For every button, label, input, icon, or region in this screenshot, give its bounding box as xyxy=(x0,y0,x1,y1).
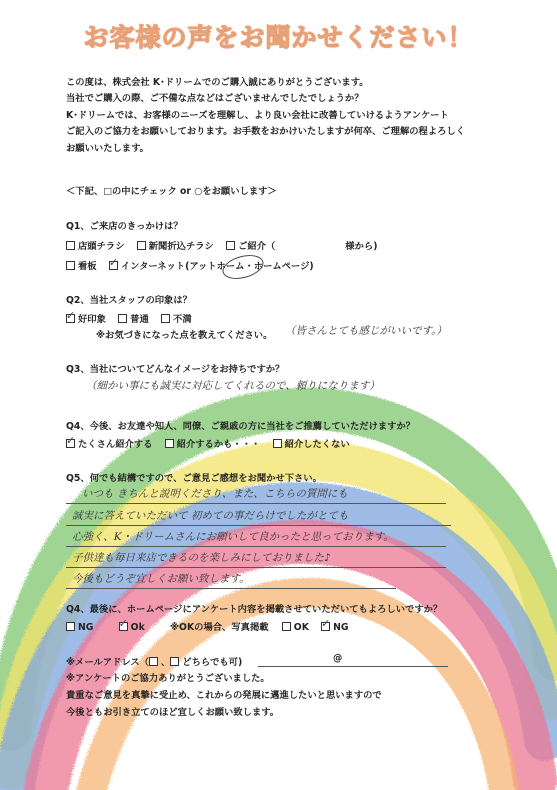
q1-option-referral[interactable]: ご紹介（ 様から) xyxy=(226,241,377,252)
intro-line: 当社でご購入の際、ご不備な点などはございませんでしたでしょうか？ xyxy=(66,93,364,105)
q4-question: Q4、今後、お友達や知人、同僚、ご親戚の方に当社をご推薦していただけますか？ xyxy=(66,421,416,432)
q2-option-normal[interactable]: 普通 xyxy=(118,314,149,325)
q1-question: Q1、ご来店のきっかけは？ xyxy=(66,221,183,232)
q5-answer-line: 子供達も毎日来店できるのを楽しみにしておりました♪ xyxy=(72,552,331,564)
q5-answer-line: いつも きちんと説明くださり、また、こちらの質問にも xyxy=(82,488,348,500)
q6-option-ng[interactable]: NG xyxy=(66,622,93,633)
closing-line: 今後ともお引き立てのほど宜しくお願い致します。 xyxy=(66,707,280,718)
checkbox-checked[interactable] xyxy=(321,622,330,631)
checkbox[interactable] xyxy=(66,261,75,270)
checkbox[interactable] xyxy=(66,241,75,250)
checkbox[interactable] xyxy=(282,622,291,631)
q2-option-good[interactable]: ✓好印象 xyxy=(66,314,106,325)
q4-option-many[interactable]: ✓たくさん紹介する xyxy=(66,439,152,450)
q4-option-no[interactable]: 紹介したくない xyxy=(273,439,350,450)
answer-underline xyxy=(66,588,396,589)
answer-underline xyxy=(66,503,446,504)
q4-options xyxy=(66,436,350,450)
q2-options xyxy=(66,311,192,325)
q1-option-flyer[interactable]: 店頭チラシ xyxy=(66,241,125,252)
checkbox-checked[interactable] xyxy=(119,622,128,631)
q2-option-bad[interactable]: 不満 xyxy=(161,314,192,325)
checkbox-checked[interactable] xyxy=(66,439,75,448)
q1-option-newspaper[interactable]: 新聞折込チラシ xyxy=(137,241,214,252)
checkbox[interactable] xyxy=(137,241,146,250)
answer-underline xyxy=(66,567,446,568)
checkbox[interactable] xyxy=(165,439,174,448)
intro-line: お願いいたします。 xyxy=(66,142,149,154)
checkbox[interactable] xyxy=(149,657,158,666)
answer-underline xyxy=(66,525,451,526)
q6-option-ok[interactable]: ✓ Ok xyxy=(119,622,145,633)
email-input-line[interactable] xyxy=(258,666,448,667)
checkbox-checked[interactable] xyxy=(109,261,118,270)
q2-question: Q2、当社スタッフの印象は？ xyxy=(66,295,192,306)
q2-answer: （皆さんとても感じがいいです。） xyxy=(285,325,447,337)
q3-question: Q3、当社についてどんなイメージをお持ちですか？ xyxy=(66,364,285,375)
checkbox[interactable] xyxy=(170,657,179,666)
checkbox[interactable] xyxy=(273,439,282,448)
q2-prompt: ※お気づきになった点を教えてください。 xyxy=(96,330,273,341)
intro-line: この度は、株式会社 K･ドリームでのご購入誠にありがとうございます。 xyxy=(66,77,369,88)
email-at-sign: @ xyxy=(333,653,343,664)
q6-photo-ng[interactable]: ✓ NG xyxy=(321,622,348,633)
checkbox[interactable] xyxy=(118,314,127,323)
q6-question: Q4、最後に、ホームページにアンケート内容を掲載させていただいてもよろしいですか？ xyxy=(66,604,443,615)
intro-text xyxy=(66,75,536,157)
q6-ok-case: ※OKの場合、写真掲載 xyxy=(170,622,269,633)
q4-option-maybe[interactable]: 紹介するかも・・・ xyxy=(165,439,261,450)
checkbox-checked[interactable] xyxy=(66,314,75,323)
q5-answer-line: 今後もどうぞ宜しくお願い致します。 xyxy=(72,573,250,585)
q5-answer-line: 誠実に答えていただいて 初めての事だらけでしたがとても xyxy=(72,510,349,522)
q3-answer: （細かい事にも誠実に対応してくれるので、頼りになります） xyxy=(86,380,380,392)
q1-options-row2 xyxy=(66,258,314,272)
q6-photo-ok[interactable]: OK xyxy=(282,622,309,633)
intro-line: K･ドリームでは、お客様のニーズを理解し、より良い会社に改善していけるようアンケート xyxy=(66,109,449,121)
q6-options xyxy=(66,619,349,633)
q5-question: Q5、何でも結構ですので、ご意見ご感想をお聞かせ下さい。 xyxy=(66,473,322,484)
email-label: ※メールアドレス（ 、 どちらでも可) xyxy=(66,657,243,668)
q1-options-row1 xyxy=(66,238,377,252)
instruction: ＜下記、□の中にチェック or ○をお願いします＞ xyxy=(66,186,277,197)
checkbox[interactable] xyxy=(66,622,75,631)
q5-answer-line: 心強く、K・ドリームさんにお願いして良かったと思っております。 xyxy=(72,531,394,543)
answer-underline xyxy=(66,546,446,547)
closing-line: ※アンケートのご協力ありがとうございました。 xyxy=(66,673,270,684)
checkbox[interactable] xyxy=(226,241,235,250)
q1-option-signboard[interactable]: 看板 xyxy=(66,261,97,272)
page-title: お客様の声をお聞かせください！ xyxy=(83,23,474,52)
checkbox[interactable] xyxy=(161,314,170,323)
q1-option-internet[interactable]: ✓ インターネット(アットホーム・ホームページ) xyxy=(109,261,314,272)
closing-line: 貴重なご意見を真摯に受止め、これからの発展に邁進したいと思いますので xyxy=(66,690,382,701)
intro-line: ご記入のご協力をお願いしております。お手数をおかけいたしますが何卒、ご理解の程よろしく xyxy=(66,126,466,138)
